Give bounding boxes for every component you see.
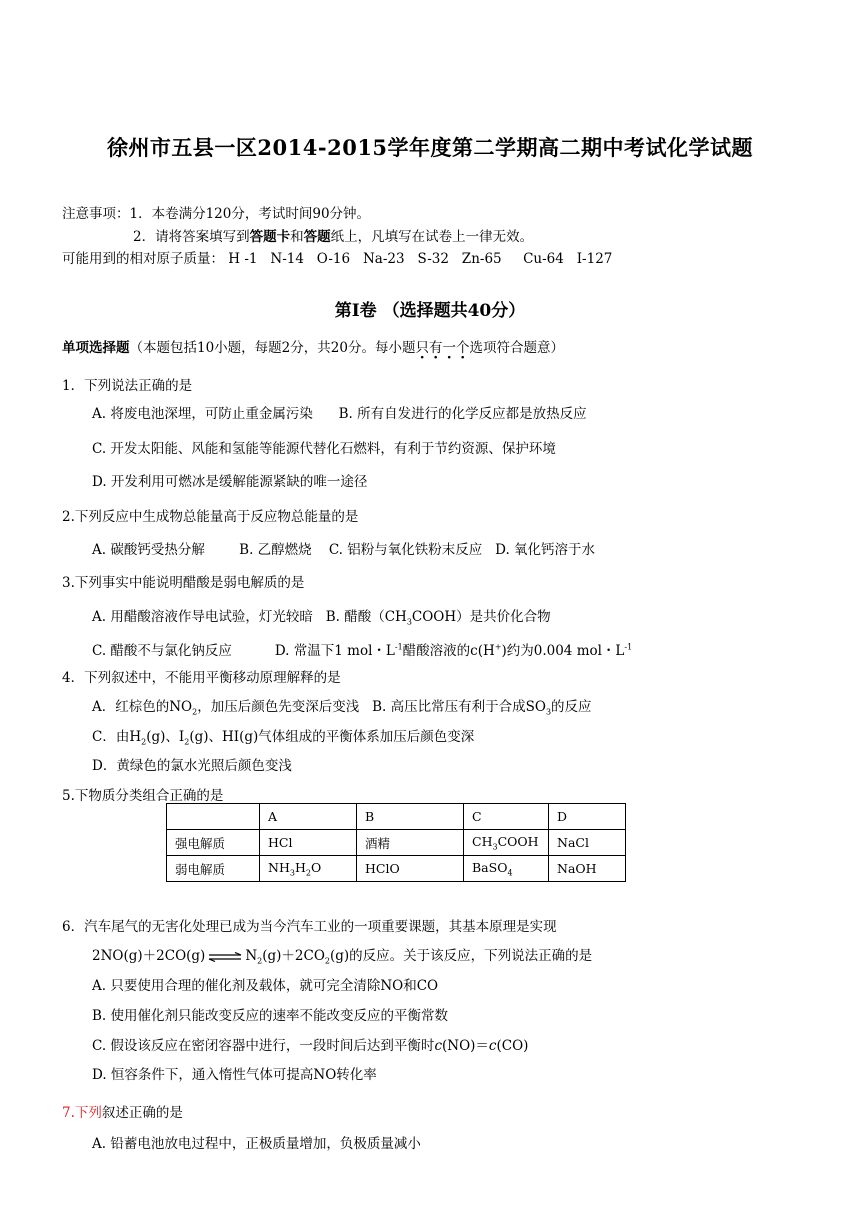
q6-stem: 6．汽车尾气的无害化处理已成为当今汽车工业的一项重要课题，其基本原理是实现 — [62, 919, 557, 935]
note-line-1 — [62, 202, 370, 222]
emphasis-char: 有 — [428, 340, 443, 356]
subscript: 2 — [324, 956, 330, 966]
atomic-mass-line: 可能用到的相对原子质量： H -1 N-14 O-16 Na-23 S-32 Zn-65 Cu-64 I-127 — [62, 251, 613, 267]
text: (CO) — [496, 1038, 529, 1054]
table-cell: HCl — [260, 830, 357, 856]
q1-option-d: D. 开发利用可燃冰是缓解能源紧缺的唯一途径 — [92, 474, 368, 490]
q6-option-d: D. 恒容条件下，通入惰性气体可提高NO转化率 — [92, 1067, 377, 1083]
text: )约为0.004 mol・L — [501, 643, 625, 659]
q3-options-ab — [92, 605, 551, 627]
table-cell: HClO — [357, 856, 464, 882]
superscript: + — [494, 642, 502, 652]
q6-equation — [92, 944, 592, 966]
note-text: 和 — [290, 229, 304, 245]
q4-options-ab — [92, 695, 592, 717]
text: COOH）是共价化合物 — [411, 609, 551, 625]
q3-options-cd — [92, 639, 632, 659]
emphasis-char: 个 — [455, 340, 470, 356]
text: C. 醋酸不与氯化钠反应 D. 常温下1 mol・L — [92, 643, 395, 659]
text: (g)、HI(g)气体组成的平衡体系加压后颜色变深 — [189, 729, 475, 745]
note-bold: 答题卡 — [249, 229, 291, 245]
instruction-line — [62, 336, 564, 356]
subscript: 3 — [545, 707, 552, 717]
q3-stem: 3.下列事实中能说明醋酸是弱电解质的是 — [62, 575, 305, 591]
instruction-emphasis — [415, 340, 469, 356]
table-cell: $CH_3COOH$ — [464, 830, 549, 856]
table-row — [167, 830, 626, 856]
table-row-label: 弱电解质 — [167, 856, 260, 882]
q6-option-c — [92, 1034, 528, 1054]
q1-options-ab: A. 将废电池深埋，可防止重金属污染 B. 所有自发进行的化学反应都是放热反应 — [92, 406, 587, 422]
subscript: 3 — [406, 617, 412, 627]
emphasis-char: 只 — [415, 340, 429, 356]
note-text: 2．请将答案填写到 — [133, 229, 250, 245]
text: 的反应 — [551, 699, 592, 715]
text: ，加压后颜色先变深后变浅 B. 高压比常压有利于合成SO — [197, 699, 546, 715]
instruction-bold: 单项选择题 — [62, 340, 130, 356]
q7-stem — [62, 1101, 183, 1121]
table-cell: NaOH — [549, 856, 626, 882]
q5-table — [166, 803, 626, 882]
q1-stem: 1．下列说法正确的是 — [62, 378, 193, 394]
table-header-cell: C — [464, 804, 549, 830]
text: (g)＋2CO — [262, 948, 325, 964]
table-row — [167, 856, 626, 882]
q5-stem: 5.下物质分类组合正确的是 — [62, 788, 224, 804]
instruction-text: （本题包括10小题，每题2分，共20分。每小题 — [129, 340, 416, 356]
q7-option-a: A. 铅蓄电池放电过程中，正极质量增加，负极质量减小 — [92, 1136, 421, 1152]
text: (NO)＝ — [442, 1038, 489, 1054]
note-text: 注意事项：1．本卷满分120分，考试时间90分钟。 — [62, 206, 371, 222]
superscript: -1 — [394, 642, 403, 652]
text: N — [245, 948, 258, 964]
q4-option-c — [92, 725, 474, 747]
table-cell: BaSO$_4$ — [464, 856, 549, 882]
text: C．由H — [92, 729, 142, 745]
subscript: 2 — [141, 737, 147, 747]
subscript: 2 — [192, 707, 198, 717]
note-line-2 — [133, 225, 533, 245]
superscript: -1 — [624, 642, 633, 652]
text: (g)的反应。关于该反应，下列说法正确的是 — [329, 948, 593, 964]
table-cell: 酒精 — [357, 830, 464, 856]
q7-stem-red: 7.下列 — [62, 1105, 102, 1121]
text: C. 假设该反应在密闭容器中进行，一段时间后达到平衡时 — [92, 1038, 435, 1054]
note-text: 纸上，凡填写在试卷上一律无效。 — [330, 229, 534, 245]
q6-option-a: A. 只要使用合理的催化剂及载体，就可完全清除NO和CO — [92, 978, 439, 994]
table-header-cell — [167, 804, 260, 830]
subscript: 2 — [257, 956, 263, 966]
table-header-cell: D — [549, 804, 626, 830]
emphasis-char: 一 — [442, 340, 456, 356]
q1-option-c: C. 开发太阳能、风能和氢能等能源代替化石燃料，有利于节约资源、保护环境 — [92, 441, 556, 457]
text: A. 用醋酸溶液作导电试验，灯光较暗 B. 醋酸（CH — [92, 609, 407, 625]
note-bold: 答题 — [303, 229, 331, 245]
q2-stem: 2.下列反应中生成物总能量高于反应物总能量的是 — [62, 509, 359, 525]
table-row — [167, 804, 626, 830]
q4-stem: 4．下列叙述中，不能用平衡移动原理解释的是 — [62, 670, 341, 686]
equilibrium-arrow-icon — [208, 952, 242, 962]
table-cell: $NH_3H_2O$ — [260, 856, 357, 882]
subscript: 2 — [184, 737, 190, 747]
italic-c: c — [434, 1038, 442, 1054]
text: A．红棕色的NO — [92, 699, 193, 715]
instruction-tail: 选项符合题意） — [469, 340, 564, 356]
italic-c: c — [488, 1038, 497, 1054]
q4-option-d: D．黄绿色的氯水光照后颜色变浅 — [92, 758, 292, 774]
text: 2NO(g)＋2CO(g) — [92, 948, 206, 964]
section-title: 第Ⅰ卷 （选择题共40分） — [334, 301, 526, 321]
table-cell: NaCl — [549, 830, 626, 856]
text: (g)、I — [146, 729, 185, 745]
text: 醋酸溶液的c(H — [402, 643, 495, 659]
q6-option-b: B. 使用催化剂只能改变反应的速率不能改变反应的平衡常数 — [92, 1008, 449, 1024]
table-header-cell: B — [357, 804, 464, 830]
q7-stem-text: 叙述正确的是 — [101, 1105, 183, 1121]
q2-options: A. 碳酸钙受热分解 B. 乙醇燃烧 C. 铝粉与氧化铁粉末反应 D. 氧化钙溶于水 — [92, 542, 596, 558]
table-row-label: 强电解质 — [167, 830, 260, 856]
table-header-cell: A — [260, 804, 357, 830]
page-title: 徐州市五县一区2014-2015学年度第二学期高二期中考试化学试题 — [106, 135, 754, 160]
